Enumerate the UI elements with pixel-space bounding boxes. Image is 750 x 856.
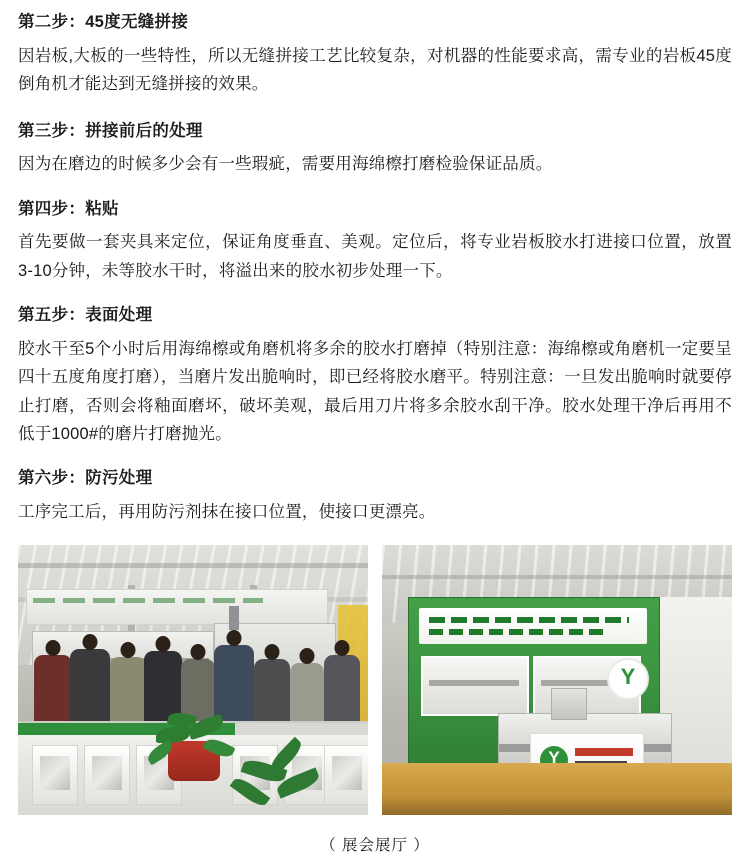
step-section-2 xyxy=(18,10,732,99)
step-body: 首先要做一套夹具来定位，保证角度垂直、美观。定位后，将专业岩板胶水打进接口位置，放置3-10分钟，未等胶水干时，将溢出来的胶水初步处理一下。 xyxy=(18,233,732,280)
booth-headline-sign xyxy=(419,608,647,644)
exhibition-crowd-photo xyxy=(18,545,368,815)
step-section-4 xyxy=(18,197,732,286)
floor-shadow xyxy=(382,795,732,815)
visitor xyxy=(290,663,324,729)
step-section-6 xyxy=(18,466,732,526)
step-body: 因为在磨边的时候多少会有一些瑕疵，需要用海绵檫打磨检验保证品质。 xyxy=(18,155,553,174)
visitor xyxy=(254,659,290,729)
step-heading: 第五步：表面处理 xyxy=(18,306,153,325)
step-body: 胶水干至5个小时后用海绵檫或角磨机将多余的胶水打磨掉（特别注意：海绵檫或角磨机一定要呈四十五度角度打磨），当磨片发出脆响时，即已经将胶水磨平。特别注意：一旦发出脆响时就要停止打磨，否则会将釉面磨坏，破坏美观，最后用刀片将多余胶水刮干净。胶水处理干净后再用不低于1000#的磨片打磨抛光。 xyxy=(18,339,732,443)
visitor-crowd xyxy=(18,619,368,729)
visitor xyxy=(70,649,110,729)
visitor xyxy=(110,657,146,729)
green-booth-photo xyxy=(382,545,732,815)
stone-sample xyxy=(32,745,78,805)
step-section-5 xyxy=(18,303,732,448)
ceiling-beam xyxy=(382,575,732,579)
booth-product-photo xyxy=(421,656,529,716)
step-heading: 第三步：拼接前后的处理 xyxy=(18,121,203,140)
gallery-caption: （ 展会展厅 ） xyxy=(320,836,430,854)
visitor xyxy=(324,655,360,729)
step-section-3 xyxy=(18,119,732,179)
photo-gallery xyxy=(18,545,732,815)
stone-sample xyxy=(324,745,368,805)
ceiling-beam xyxy=(18,563,368,568)
visitor xyxy=(34,655,72,729)
company-logo-icon xyxy=(607,658,649,700)
step-heading: 第六步：防污处理 xyxy=(18,469,153,488)
step-heading: 第二步：45度无缝拼接 xyxy=(18,13,189,31)
step-body: 工序完工后，再用防污剂抹在接口位置，使接口更漂亮。 xyxy=(18,503,436,522)
stone-sample xyxy=(84,745,130,805)
step-body: 因岩板,大板的一些特性，所以无缝拼接工艺比较复杂，对机器的性能要求高，需专业的岩板45度倒角机才能达到无缝拼接的效果。 xyxy=(18,46,732,94)
step-heading: 第四步：粘贴 xyxy=(18,199,119,218)
